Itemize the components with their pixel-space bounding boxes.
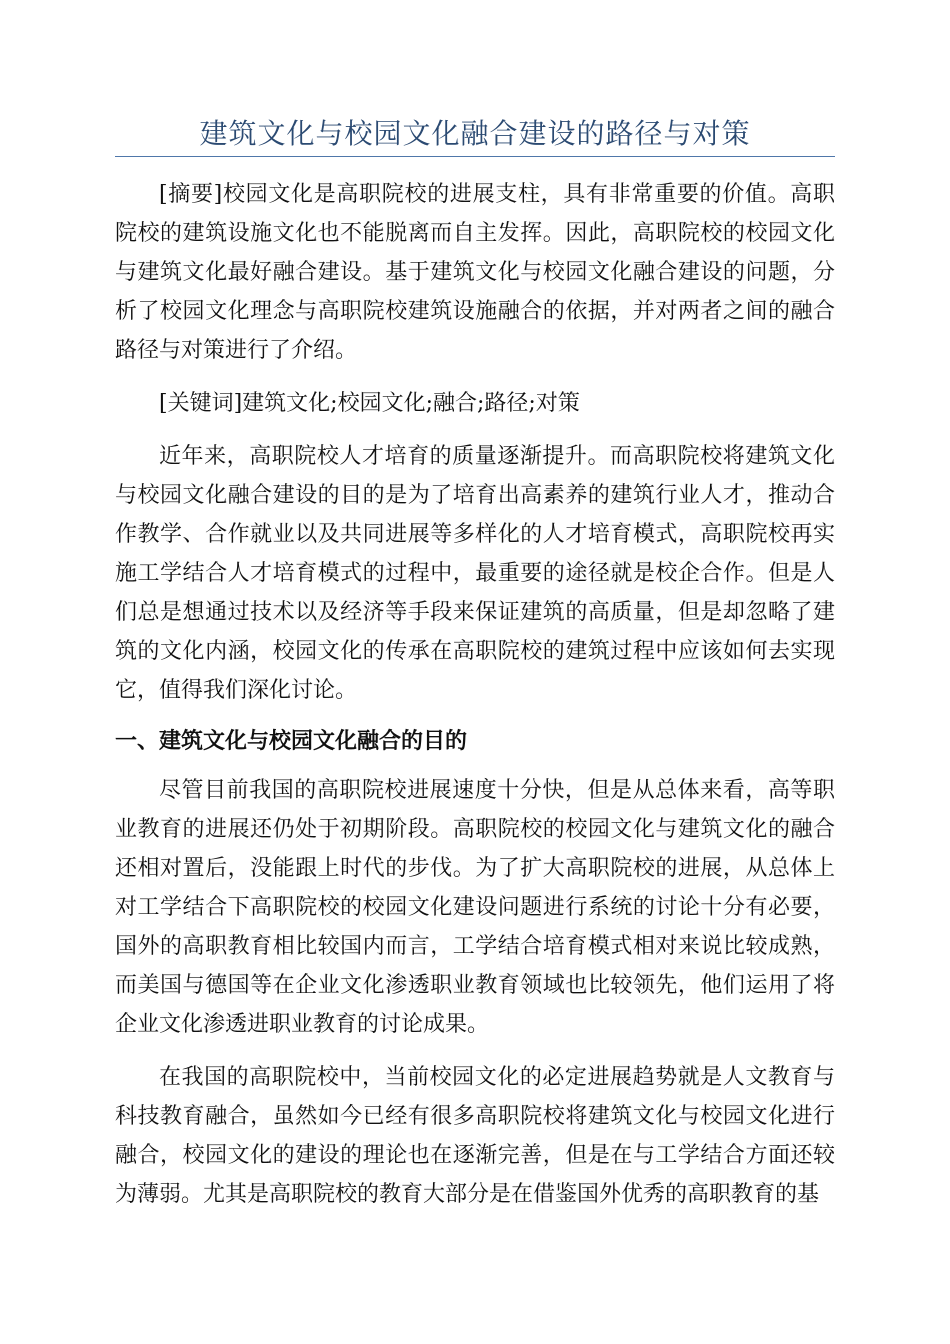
section-heading: 一、建筑文化与校园文化融合的目的 [115, 729, 468, 754]
title-underline [115, 156, 835, 157]
keywords-paragraph: [关键词]建筑文化;校园文化;融合;路径;对策 [159, 391, 580, 416]
intro-paragraph: 近年来，高职院校人才培育的质量逐渐提升。而高职院校将建筑文化与校园文化融合建设的目的是为了培育出高素养的建筑行业人才，推动合作教学、合作就业以及共同进展等多样化的人才培育模式，高职院校再实施工学结合人才培育模式的过程中，最重要的途径就是校企合作。但是人们总是想通过技术以及经济等手段来保证建筑的高质量，但是却忽略了建筑的文化内涵，校园文化的传承在高职院校的建筑过程中应该如何去实现它，值得我们深化讨论。 [115, 444, 835, 703]
body-paragraph: 尽管目前我国的高职院校进展速度十分快，但是从总体来看，高等职业教育的进展还仍处于初期阶段。高职院校的校园文化与建筑文化的融合还相对置后，没能跟上时代的步伐。为了扩大高职院校的进展，从总体上对工学结合下高职院校的校园文化建设问题进行系统的讨论十分有必要，国外的高职教育相比较国内而言，工学结合培育模式相对来说比较成熟，而美国与德国等在企业文化渗透职业教育领域也比较领先，他们运用了将企业文化渗透进职业教育的讨论成果。 [115, 778, 835, 1037]
document-page [115, 0, 835, 1214]
document-title: 建筑文化与校园文化融合建设的路径与对策 [199, 117, 751, 150]
body-paragraph: 在我国的高职院校中，当前校园文化的必定进展趋势就是人文教育与科技教育融合，虽然如今已经有很多高职院校将建筑文化与校园文化进行融合，校园文化的建设的理论也在逐渐完善，但是在与工学结合方面还较为薄弱。尤其是高职院校的教育大部分是在借鉴国外优秀的高职教育的基 [115, 1065, 835, 1207]
abstract-paragraph: [摘要]校园文化是高职院校的进展支柱，具有非常重要的价值。高职院校的建筑设施文化也不能脱离而自主发挥。因此，高职院校的校园文化与建筑文化最好融合建设。基于建筑文化与校园文化融合建设的问题，分析了校园文化理念与高职院校建筑设施融合的依据，并对两者之间的融合路径与对策进行了介绍。 [115, 182, 835, 363]
